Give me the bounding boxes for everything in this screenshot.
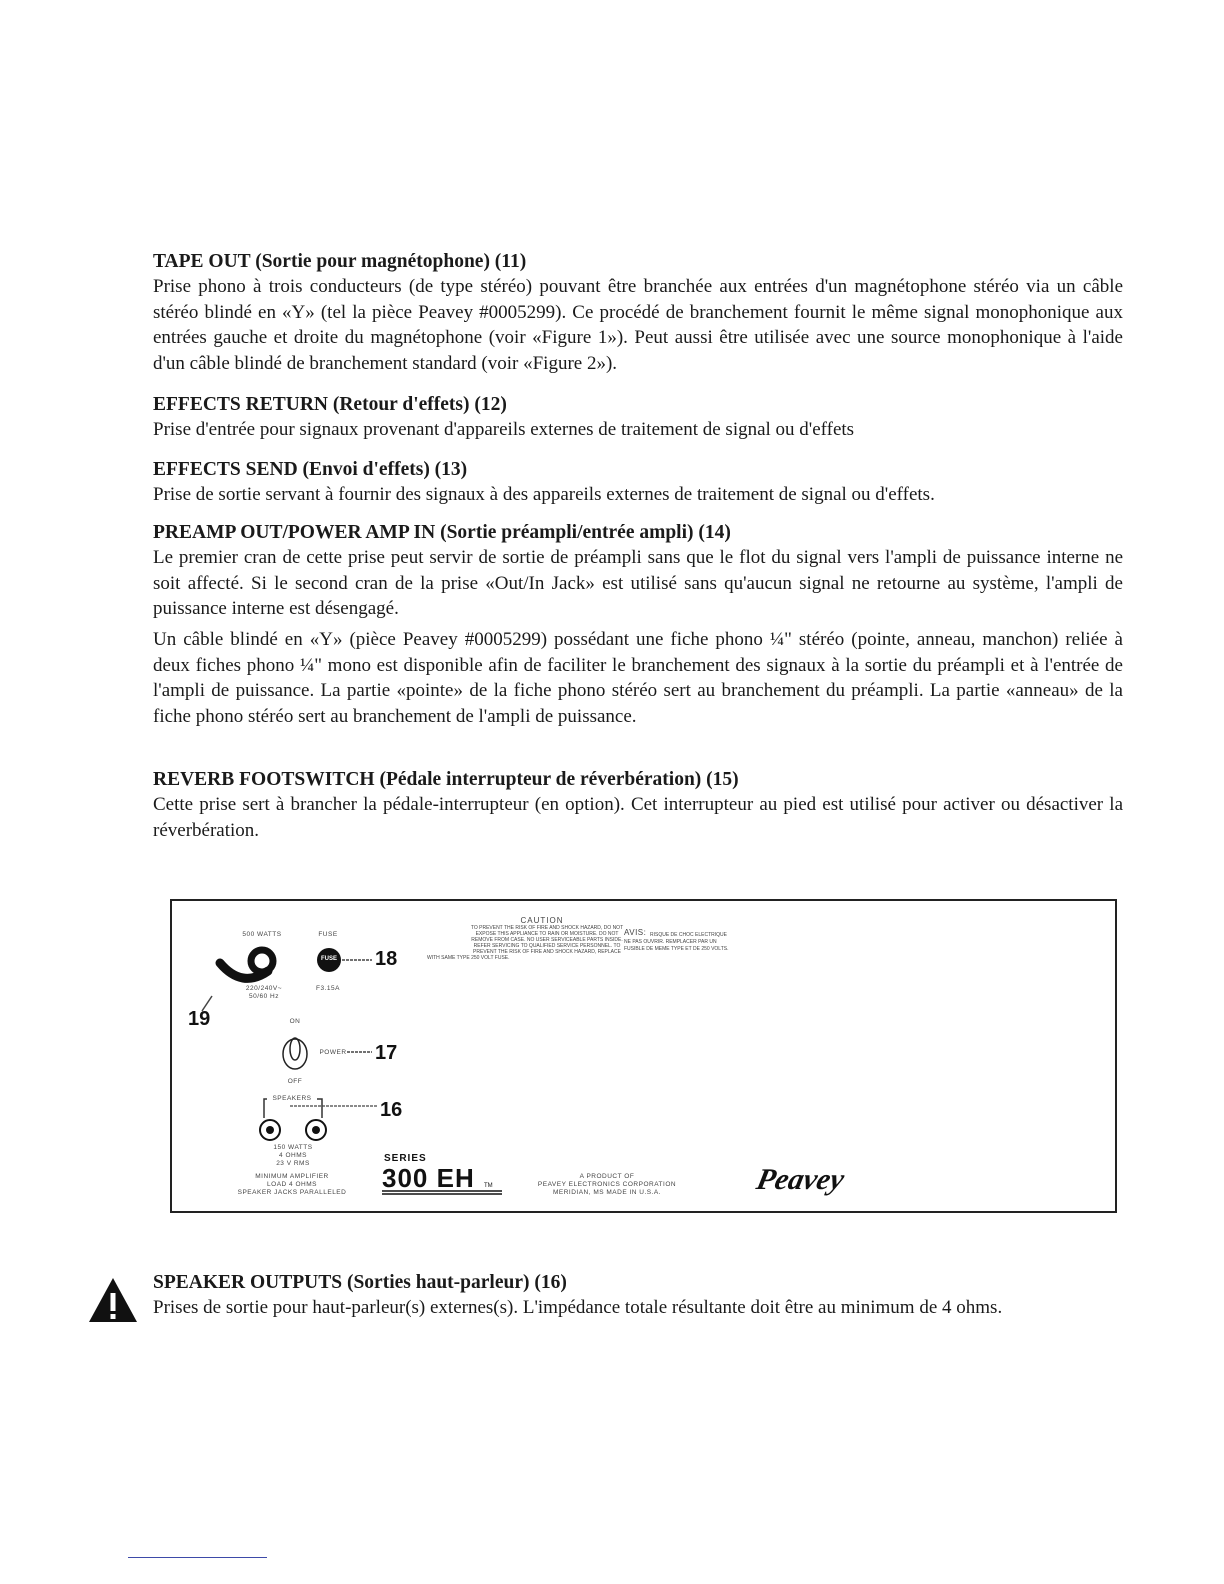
tape-out-body: Prise phono à trois conducteurs (de type stéréo) pouvant être branchée aux entrées d'un magnétophone stéréo via un câble stéréo blindé en «Y» (tel la pièce Peavey #0005299). Ce procédé de branchement fournit le même signal monophonique aux entrées gauche et droite du magnétophone (voir «Figure 1»). Peut aussi être utilisée avec une source monophonique à l'aide d'un câble blindé de branchement standard (voir «Figure 2»). <box>153 276 1123 374</box>
effects-return-heading: EFFECTS RETURN (Retour d'effets) (12) <box>153 394 507 415</box>
speaker-vrms: 23 V RMS <box>276 1160 310 1167</box>
section-speaker-outputs <box>153 1270 1123 1321</box>
callout-17: 17 <box>375 1042 398 1064</box>
caution-line2: EXPOSE THIS APPLIANCE TO RAIN OR MOISTURE. DO NOT <box>475 931 619 937</box>
voltage-label: 220/240V~ <box>245 985 283 992</box>
footer-rule <box>128 1557 267 1558</box>
hz-label: 50/60 Hz <box>248 993 280 1000</box>
avis-line1: RISQUE DE CHOC ELECTRIQUE <box>650 932 727 938</box>
callout-19: 19 <box>188 1008 211 1030</box>
section-effects-return <box>153 392 1123 443</box>
section-preamp-out <box>153 520 1123 622</box>
speaker-watts: 150 WATTS <box>273 1144 313 1151</box>
caution-line4: REFER SERVICING TO QUALIFIED SERVICE PERSONNEL. TO <box>473 943 621 949</box>
power-inlet-icon <box>251 950 273 972</box>
caution-line6: WITH SAME TYPE 250 VOLT FUSE. <box>427 955 510 961</box>
fuse-label: FUSE <box>318 931 338 938</box>
speaker-ohms: 4 OHMS <box>279 1152 307 1159</box>
avis-title: AVIS: <box>624 928 647 937</box>
tape-out-heading: TAPE OUT (Sortie pour magnétophone) (11) <box>153 251 527 272</box>
section-reverb-footswitch <box>153 767 1123 843</box>
reverb-footswitch-heading: REVERB FOOTSWITCH (Pédale interrupteur de réverbération) (15) <box>153 769 739 790</box>
peavey-logo: Peavey <box>753 1163 848 1196</box>
avis-line2: NE PAS OUVRIR. REMPLACER PAR UN <box>624 939 717 945</box>
callout-16: 16 <box>380 1099 403 1121</box>
avis-line3: FUSIBLE DE MEME TYPE ET DE 250 VOLTS. <box>624 946 729 952</box>
caution-line1: TO PREVENT THE RISK OF FIRE AND SHOCK HAZARD, DO NOT <box>470 925 624 931</box>
fuse-rating: F3.15A <box>316 985 340 992</box>
preamp-out-body: Le premier cran de cette prise peut servir de sortie de préampli sans que le flot du signal vers l'ampli de puissance interne ne soit affecté. Si le second cran de la prise «Out/In Jack» est utilisé sans qu'aucun signal ne retourne au système, l'ampli de puissance interne est désengagé. <box>153 547 1123 620</box>
model-tm: TM <box>484 1183 493 1189</box>
speaker-outputs-body: Prises de sortie pour haut-parleur(s) externes(s). L'impédance totale résultante doit être au minimum de 4 ohms. <box>153 1297 1003 1318</box>
watts-label: 500 WATTS <box>242 931 282 938</box>
switch-off-label: OFF <box>287 1078 303 1085</box>
effects-send-heading: EFFECTS SEND (Envoi d'effets) (13) <box>153 459 468 480</box>
section-effects-send <box>153 457 1123 508</box>
speaker-outputs-heading: SPEAKER OUTPUTS (Sorties haut-parleur) (16) <box>153 1272 567 1293</box>
model-name: 300 EH <box>382 1163 475 1193</box>
caution-line5: PREVENT THE RISK OF FIRE AND SHOCK HAZARD, REPLACE <box>473 949 621 955</box>
effects-send-body: Prise de sortie servant à fournir des signaux à des appareils externes de traitement de signal ou d'effets. <box>153 484 935 505</box>
power-label: POWER <box>319 1049 347 1056</box>
reverb-footswitch-body: Cette prise sert à brancher la pédale-interrupteur (en option). Cet interrupteur au pied est utilisé pour activer ou désactiver la réverbération. <box>153 794 1123 841</box>
product-line3: MERIDIAN, MS MADE IN U.S.A. <box>552 1189 662 1196</box>
rear-panel-diagram <box>170 899 1117 1213</box>
speakers-label: SPEAKERS <box>267 1095 317 1103</box>
warning-icon <box>88 1277 138 1323</box>
callout-18: 18 <box>375 948 398 970</box>
series-label: SERIES <box>384 1153 427 1164</box>
preamp-out-heading: PREAMP OUT/POWER AMP IN (Sortie préampli/entrée ampli) (14) <box>153 522 731 543</box>
section-tape-out <box>153 249 1123 376</box>
preamp-out-body2: Un câble blindé en «Y» (pièce Peavey #0005299) possédant une fiche phono ¼" stéréo (pointe, anneau, manchon) reliée à deux fiches phono ¼" mono est disponible afin de faciliter le branchement des signaux à la sortie du préampli et à l'entrée de l'ampli de puissance. La partie «pointe» de la fiche phono stéréo sert au branchement du préampli. La partie «anneau» de la fiche phono stéréo sert au branchement de l'ampli de puissance. <box>153 629 1123 727</box>
effects-return-body: Prise d'entrée pour signaux provenant d'appareils externes de traitement de signal ou d'effets <box>153 419 855 440</box>
switch-on-label: ON <box>289 1018 301 1025</box>
caution-line3: REMOVE FROM CASE. NO USER SERVICEABLE PARTS INSIDE. <box>471 937 623 943</box>
section-preamp-out-cont <box>153 627 1123 729</box>
fuse-cap-label: FUSE <box>320 956 337 962</box>
caution-title: CAUTION <box>520 916 564 925</box>
min-amp-line1: MINIMUM AMPLIFIER <box>255 1173 329 1180</box>
min-amp-line3: SPEAKER JACKS PARALLELED <box>237 1189 347 1196</box>
power-switch-icon <box>283 1039 307 1069</box>
product-line1: A PRODUCT OF <box>579 1173 635 1180</box>
product-line2: PEAVEY ELECTRONICS CORPORATION <box>537 1181 677 1188</box>
min-amp-line2: LOAD 4 OHMS <box>267 1181 317 1188</box>
